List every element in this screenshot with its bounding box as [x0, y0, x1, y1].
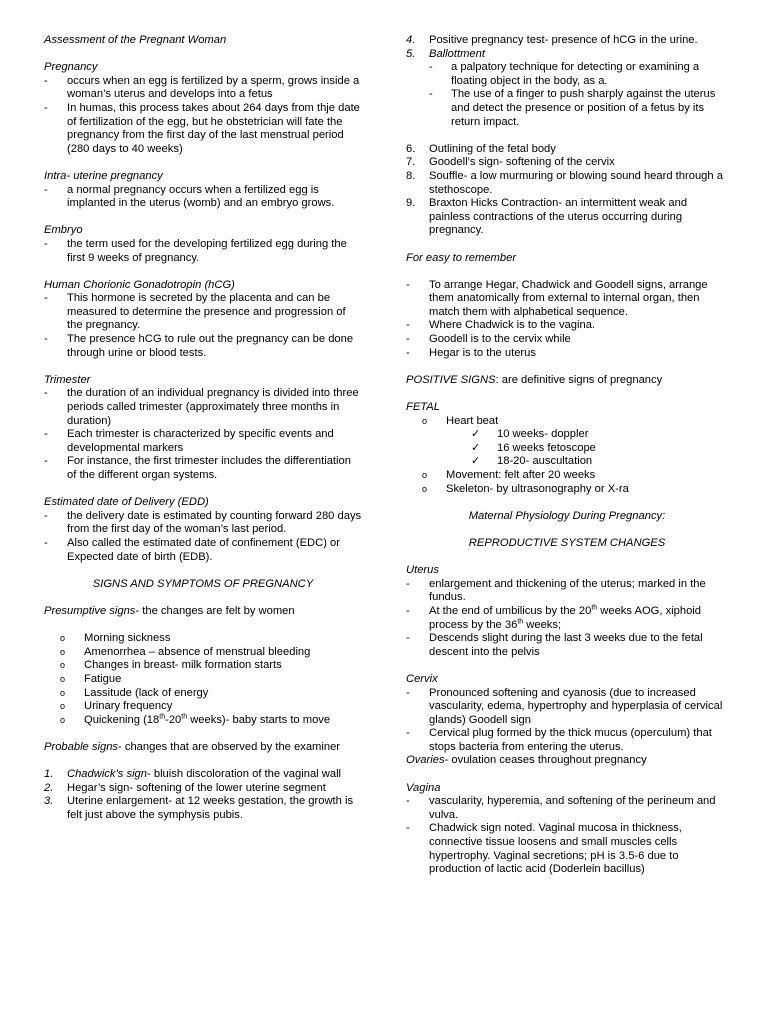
list-item: - occurs when an egg is fertilized by a sperm, grows inside a woman’s uterus and develops into a fetus: [44, 74, 360, 101]
list-item: - Hegar is to the uterus: [406, 346, 536, 359]
maternal-physiology-heading: Maternal Physiology During Pregnancy:: [468, 509, 666, 522]
section-heading-embryo: Embryo: [44, 224, 83, 237]
list-item: ✓ 10 weeks- doppler: [471, 428, 589, 441]
list-item: - To arrange Hegar, Chadwick and Goodell signs, arrange them anatomically from external to internal organ, then match them with alphabetical sequence.: [406, 278, 708, 318]
section-heading-pregnancy: Pregnancy: [44, 61, 98, 74]
list-item: - Each trimester is characterized by specific events and developmental markers: [44, 428, 334, 454]
list-item: ✓ 18-20- auscultation: [471, 455, 593, 468]
list-item: o Lassitude (lack of energy: [60, 686, 209, 699]
list-item: o Movement: felt after 20 weeks: [422, 469, 596, 481]
list-item: - a normal pregnancy occurs when a fertilized egg is implanted in the uterus (womb) and an embryo grows.: [44, 183, 335, 210]
signs-symptoms-heading: SIGNS AND SYMPTOMS OF PREGNANCY: [92, 577, 314, 590]
list-item: 5. Ballottment: [406, 47, 485, 60]
check-icon: ✓: [471, 428, 481, 441]
list-item: - the duration of an individual pregnancy is divided into three periods called trimester (approximately three months in duration): [44, 387, 359, 427]
list-item: 9. Braxton Hicks Contraction- an intermittent weak and painless contractions of the uterus occurring during pregnancy.: [406, 197, 688, 237]
list-item: 3. Uterine enlargement- at 12 weeks gestation, the growth is felt just above the symphysis pubis.: [44, 795, 354, 821]
list-item: - Goodell is to the cervix while: [406, 333, 571, 346]
list-item: - vascularity, hyperemia, and softening of the perineum and vulva.: [406, 795, 716, 821]
list-item: - enlargement and thickening of the uterus; marked in the fundus.: [406, 577, 706, 604]
list-item: o Quickening (18th-20th weeks)- baby starts to move: [60, 712, 331, 726]
list-item: - Chadwick sign noted. Vaginal mucosa in thickness, connective tissue loosens and small muscles cells hypertrophy. Vaginal secretions; pH is 3.5-6 due to production of lactic acid (Doderlein bacillus): [406, 822, 682, 876]
list-item: - The presence hCG to rule out the pregnancy can be done through urine or blood tests.: [44, 333, 354, 359]
section-heading-hcg: Human Chorionic Gonadotropin (hCG): [44, 278, 235, 291]
list-item: 1. Chadwick’s sign- bluish discoloration of the vaginal wall: [44, 768, 342, 781]
list-item: o Heart beat: [422, 414, 499, 427]
section-heading-cervix: Cervix: [406, 672, 438, 685]
list-item: - In humas, this process takes about 264 days from thje date of fertilization of the egg, but he obstetrician will fate the pregnancy from the first day of the last menstrual period (280 days to 40 weeks): [44, 101, 360, 155]
list-item: - This hormone is secreted by the placenta and can be measured to determine the presence and progression of the pregnancy.: [44, 292, 346, 332]
list-item: 7. Goodell’s sign- softening of the cervix: [406, 156, 615, 169]
list-item: - Also called the estimated date of confinement (EDC) or Expected date of birth (EDB).: [44, 536, 340, 563]
list-item: o Amenorrhea – absence of menstrual bleeding: [60, 645, 311, 658]
list-item: - the delivery date is estimated by counting forward 280 days from the first day of the woman’s last period.: [44, 509, 362, 536]
list-item: 8. Souffle- a low murmuring or blowing sound heard through a stethoscope.: [406, 169, 723, 196]
section-heading-intra-uterine: Intra- uterine pregnancy: [44, 169, 163, 182]
list-item: - For instance, the first trimester includes the differentiation of the different organ systems.: [44, 455, 351, 481]
list-item: o Fatigue: [60, 672, 122, 685]
list-item: - The use of a finger to push sharply against the uterus and detect the presence or position of a fetus by its return impact.: [429, 88, 716, 128]
section-heading-trimester: Trimester: [44, 373, 91, 386]
section-heading-edd: Estimated date of Delivery (EDD): [44, 496, 209, 509]
list-item: - the term used for the developing fertilized egg during the first 9 weeks of pregnancy.: [44, 237, 347, 264]
section-heading-vagina: Vagina: [406, 781, 441, 794]
list-item: o Changes in breast- milk formation starts: [60, 659, 282, 672]
reproductive-changes-heading: REPRODUCTIVE SYSTEM CHANGES: [468, 536, 666, 549]
list-item: - Cervical plug formed by the thick mucus (operculum) that stops bacteria from entering the uterus.: [406, 727, 712, 753]
section-heading-uterus: Uterus: [406, 564, 439, 577]
list-item: - At the end of umbilicus by the 20th weeks AOG, xiphoid process by the 36th weeks;: [406, 604, 702, 631]
list-item: o Urinary frequency: [60, 700, 173, 713]
list-item: ✓ 16 weeks fetoscope: [471, 441, 596, 454]
positive-signs-line: POSITIVE SIGNS: are definitive signs of pregnancy: [406, 373, 663, 386]
list-item: o Morning sickness: [60, 632, 171, 645]
probable-signs-line: Probable signs- changes that are observed by the examiner: [44, 740, 341, 753]
section-heading-easy-remember: For easy to remember: [406, 251, 517, 264]
presumptive-signs-line: Presumptive signs- the changes are felt by women: [44, 604, 295, 617]
ovaries-line: Ovaries- ovulation ceases throughout pregnancy: [406, 754, 647, 767]
left-column: [44, 34, 362, 822]
list-item: - Pronounced softening and cyanosis (due to increased vascularity, edema, hypertrophy and hyperplasia of cervical glands) Goodell sign: [406, 686, 723, 726]
list-item: 6. Outlining of the fetal body: [406, 142, 556, 155]
list-item: 2. Hegar’s sign- softening of the lower uterine segment: [44, 781, 326, 794]
list-item: - Where Chadwick is to the vagina.: [406, 319, 596, 332]
section-heading-fetal: FETAL: [406, 401, 440, 414]
check-icon: ✓: [471, 441, 481, 454]
list-item: - Descends slight during the last 3 weeks due to the fetal descent into the pelvis: [406, 632, 703, 658]
list-item: o Skeleton- by ultrasonography or X-ra: [422, 482, 629, 495]
check-icon: ✓: [471, 455, 481, 468]
list-item: - a palpatory technique for detecting or examining a floating object in the body, as a.: [429, 61, 700, 87]
list-item: 4. Positive pregnancy test- presence of hCG in the urine.: [406, 34, 698, 46]
right-column: [406, 34, 728, 877]
page-title: Assessment of the Pregnant Woman: [44, 34, 227, 46]
